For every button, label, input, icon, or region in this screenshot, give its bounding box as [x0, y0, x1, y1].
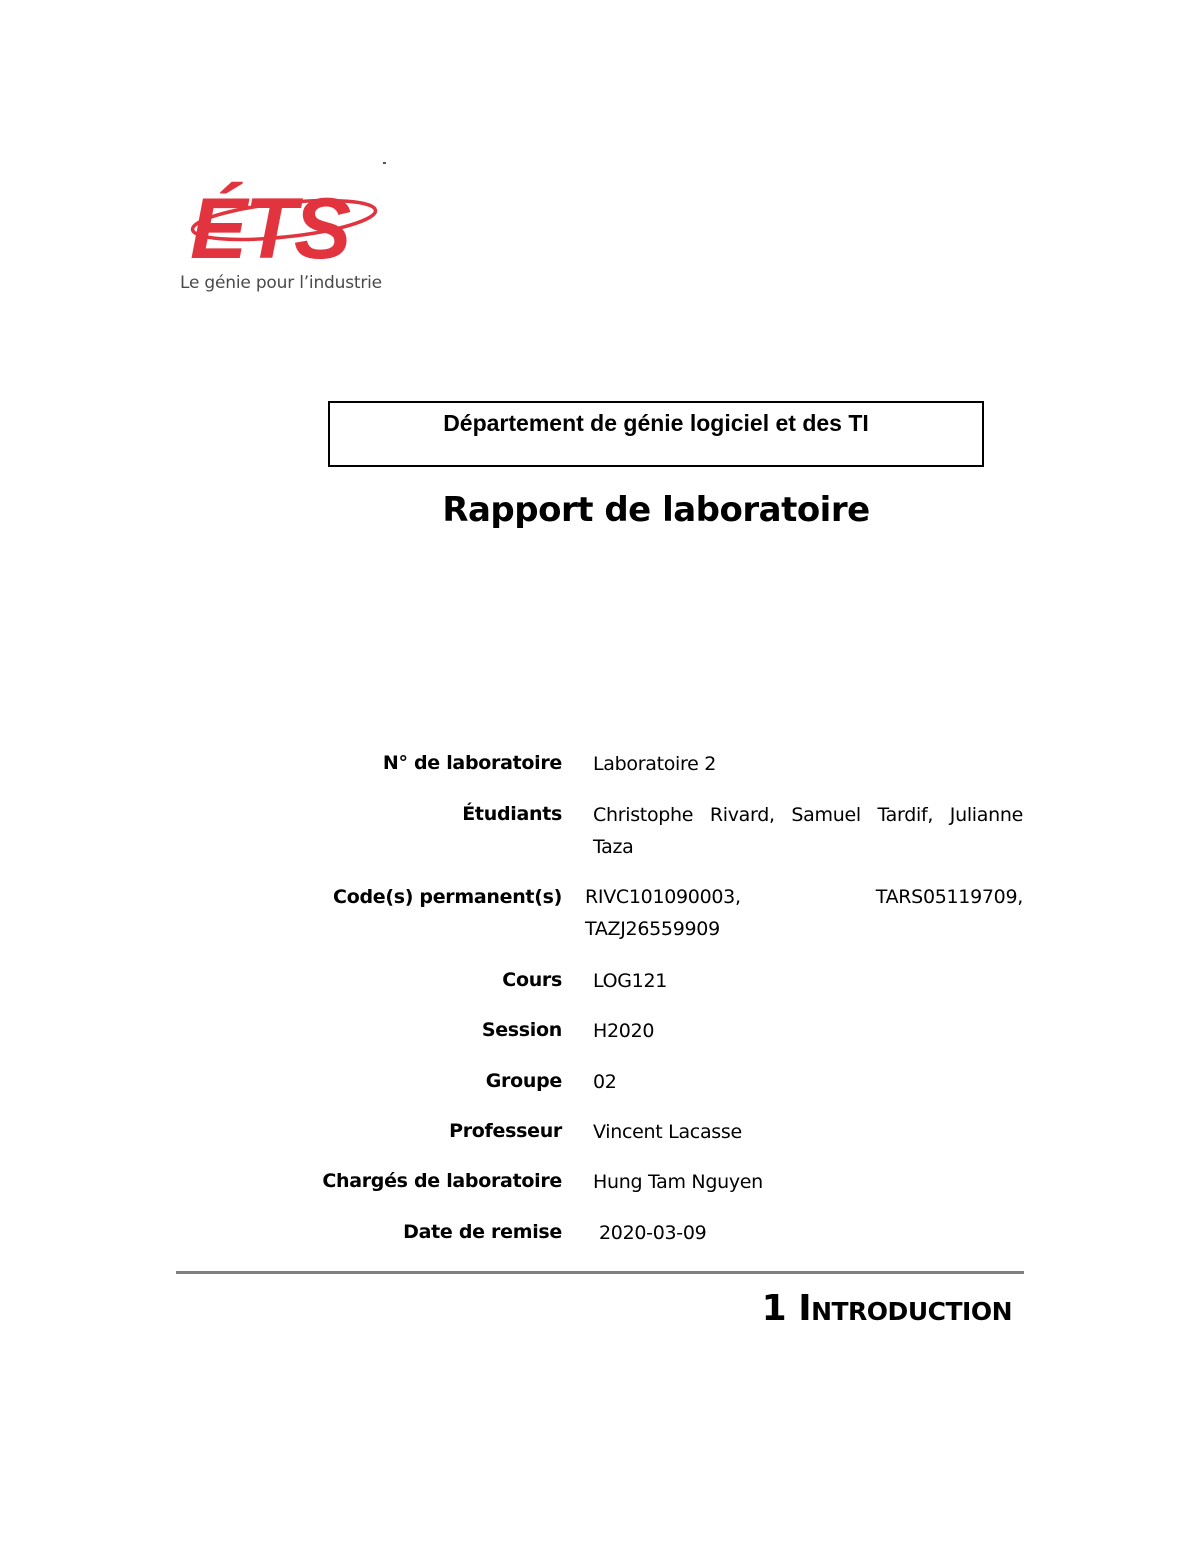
section-heading [762, 1288, 1012, 1329]
due-date-label: Date de remise [403, 1221, 562, 1243]
ets-logo-mark [176, 172, 388, 272]
students-label: Étudiants [462, 803, 562, 825]
group-label: Groupe [485, 1070, 562, 1092]
section-number: 1 [761, 1288, 787, 1329]
code-3: TAZJ26559909 [585, 918, 720, 940]
section-title: Introduction [798, 1288, 1012, 1329]
session-value: H2020 [593, 1020, 655, 1042]
report-title: Rapport de laboratoire [442, 490, 870, 530]
course-label: Cours [502, 969, 562, 991]
students-value: Christophe Rivard, Samuel Tardif, Julianne Taza [593, 804, 1023, 858]
professor-value: Vincent Lacasse [593, 1121, 742, 1143]
lab-number-label: N° de laboratoire [382, 752, 562, 774]
lab-assistants-label: Chargés de laboratoire [322, 1170, 562, 1192]
stray-mark [383, 162, 386, 164]
due-date-value: 2020-03-09 [599, 1222, 707, 1244]
codes-label: Code(s) permanent(s) [333, 886, 562, 908]
department-title: Département de génie logiciel et des TI [443, 410, 869, 436]
lab-assistants-value: Hung Tam Nguyen [593, 1171, 763, 1193]
group-value: 02 [593, 1071, 617, 1093]
course-value: LOG121 [593, 970, 668, 992]
department-box [328, 401, 984, 467]
code-1: RIVC101090003, [585, 886, 741, 908]
codes-line-1 [585, 886, 1023, 908]
section-separator [176, 1271, 1024, 1274]
code-2: TARS05119709, [875, 886, 1023, 908]
lab-number-value: Laboratoire 2 [593, 753, 717, 775]
ets-logo-text: ÉTS [190, 181, 349, 272]
session-label: Session [481, 1019, 562, 1041]
professor-label: Professeur [449, 1120, 562, 1142]
ets-logo [176, 172, 388, 302]
logo-tagline: Le génie pour l’industrie [180, 273, 382, 293]
